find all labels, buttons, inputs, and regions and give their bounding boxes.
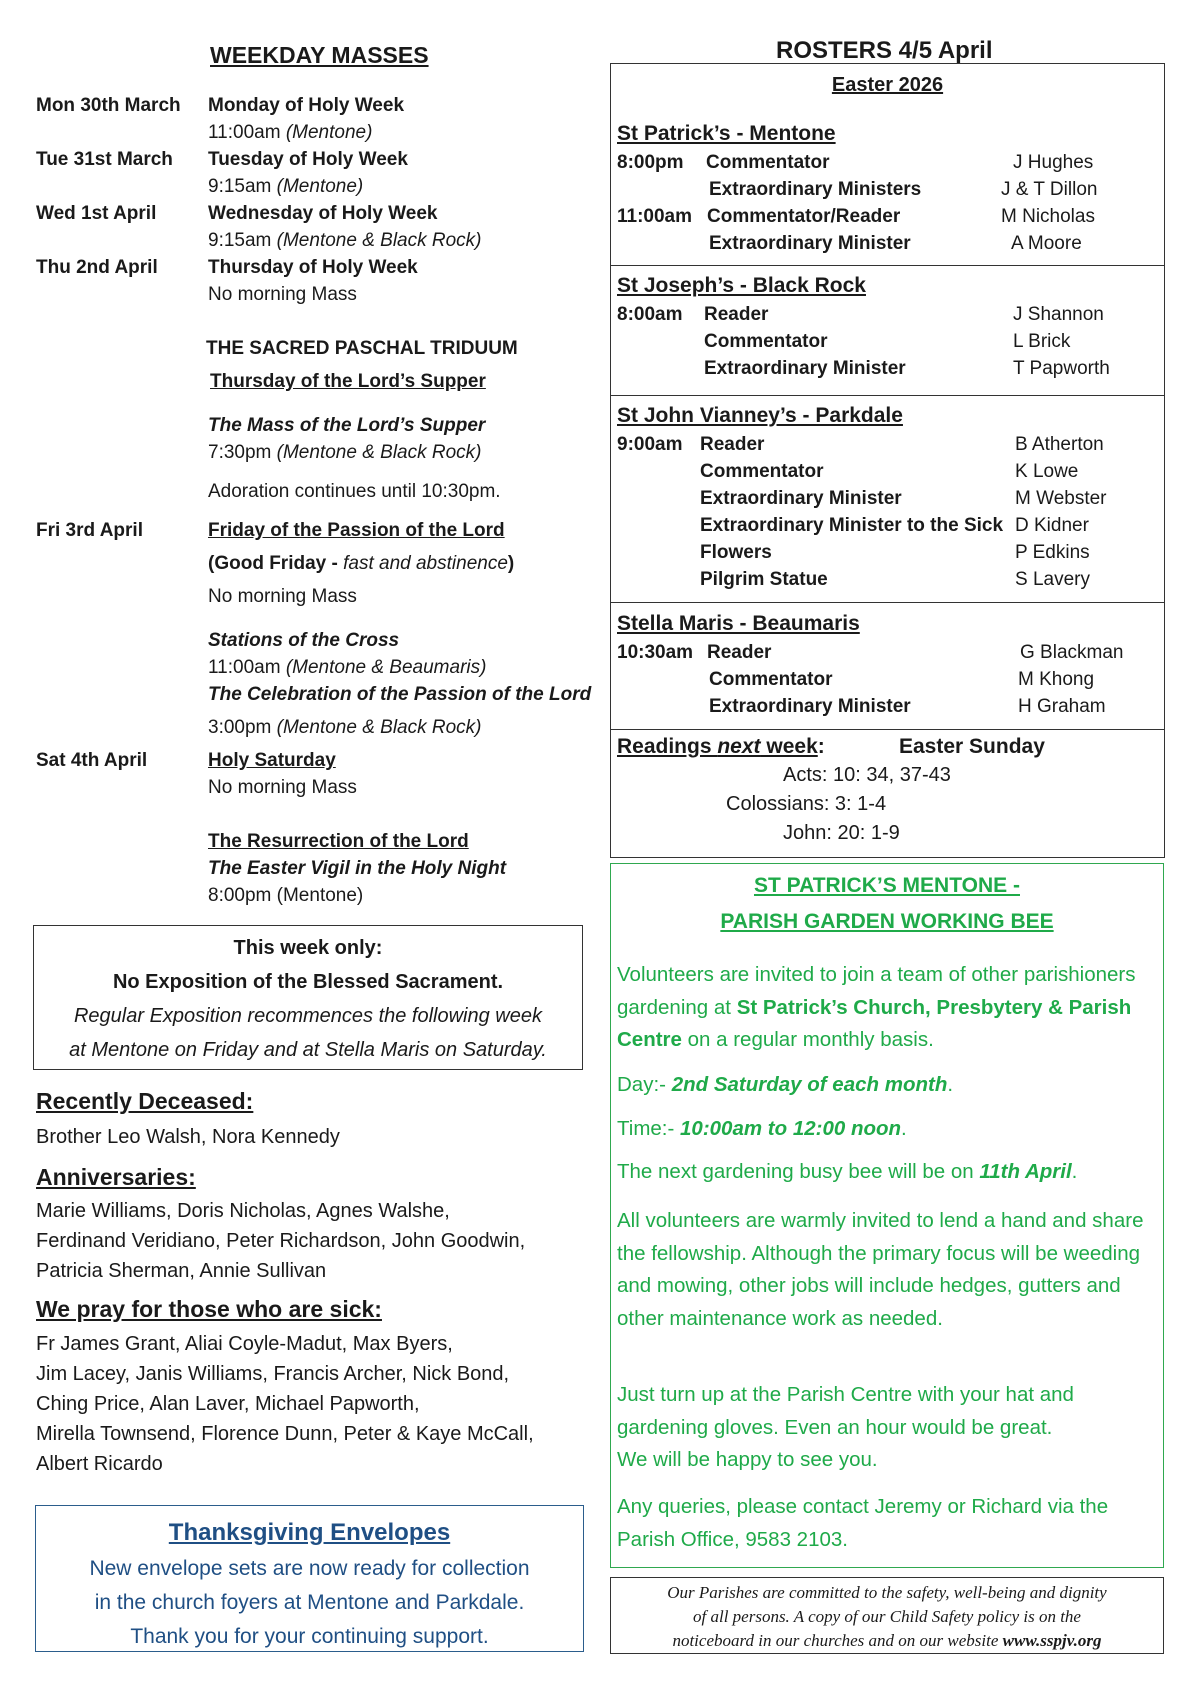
list-item: Patricia Sherman, Annie Sullivan <box>36 1260 327 1282</box>
roster-divider <box>611 265 1164 266</box>
roster-role: Extraordinary Minister to the Sick <box>700 515 1004 536</box>
notice-line: Regular Exposition recommences the following week <box>73 1005 542 1027</box>
resurrection-heading: The Resurrection of the Lord <box>208 831 469 852</box>
garden-happy: We will be happy to see you. <box>617 1448 878 1471</box>
roster-time: 8:00pm <box>617 152 684 173</box>
roster-name: S Lavery <box>1015 569 1090 590</box>
roster-name: L Brick <box>1013 331 1071 352</box>
roster-name: M Khong <box>1018 669 1095 690</box>
thursday-heading: Thursday of the Lord’s Supper <box>210 371 486 392</box>
notice-line: No Exposition of the Blessed Sacrament. <box>112 971 504 993</box>
list-item: Ching Price, Alan Laver, Michael Papworth, <box>36 1393 420 1415</box>
list-item: Mirella Townsend, Florence Dunn, Peter & Kaye McCall, <box>36 1423 534 1445</box>
roster-heading-st-patricks: St Patrick’s - Mentone <box>617 122 836 145</box>
rosters-title: ROSTERS 4/5 April <box>776 37 993 64</box>
mass-name: Tuesday of Holy Week <box>208 149 408 170</box>
reading-line: Colossians: 3: 1-4 <box>726 793 887 815</box>
notice-line: This week only: <box>233 937 383 959</box>
roster-name: D Kidner <box>1015 515 1089 536</box>
safety-line: noticeboard in our churches and on our website www.sspjv.org <box>672 1631 1102 1650</box>
roster-name: K Lowe <box>1015 461 1079 482</box>
garden-next: The next gardening busy bee will be on 11th April. <box>617 1160 1078 1183</box>
adoration-note: Adoration continues until 10:30pm. <box>208 481 501 502</box>
garden-turnup: Just turn up at the Parish Centre with your hat and gardening gloves. Even an hour would be great. <box>617 1383 1074 1439</box>
sick-title: We pray for those who are sick: <box>36 1296 382 1322</box>
celebration-time: 3:00pm (Mentone & Black Rock) <box>208 717 482 738</box>
day-label: Sat 4th April <box>36 750 148 771</box>
roster-name: H Graham <box>1018 696 1106 717</box>
garden-volunteers: All volunteers are warmly invited to lend a hand and share the fellowship. Although the primary focus will be weeding and mowing, other jobs will include hedges, gutters and other maintenance work as needed. <box>617 1209 1144 1330</box>
roster-time: 11:00am <box>617 206 693 227</box>
garden-intro: Volunteers are invited to join a team of other parishioners gardening at St Patrick’s Church, Presbytery & Parish Centre on a regular monthly basis. <box>617 963 1136 1051</box>
roster-role: Commentator <box>706 152 830 173</box>
roster-name: J Shannon <box>1013 304 1104 325</box>
roster-role: Extraordinary Minister <box>709 696 911 717</box>
roster-divider <box>611 729 1164 730</box>
roster-role: Reader <box>707 642 772 663</box>
thanksgiving-line: Thank you for your continuing support. <box>130 1625 489 1648</box>
website-link[interactable]: www.sspjv.org <box>1002 1631 1102 1650</box>
mass-name: Monday of Holy Week <box>208 95 405 116</box>
day-label: Tue 31st March <box>36 149 173 170</box>
roster-role: Flowers <box>700 542 772 563</box>
saturday-heading: Holy Saturday <box>208 750 336 771</box>
vigil-heading: The Easter Vigil in the Holy Night <box>208 858 507 879</box>
reading-line: Acts: 10: 34, 37-43 <box>783 764 951 786</box>
roster-name: J Hughes <box>1013 152 1094 173</box>
mass-note: No morning Mass <box>208 284 357 305</box>
mass-time: 11:00am (Mentone) <box>208 122 373 143</box>
garden-queries: Any queries, please contact Jeremy or Richard via the Parish Office, 9583 2103. <box>617 1495 1109 1551</box>
roster-name: J & T Dillon <box>1001 179 1098 200</box>
roster-divider <box>611 395 1164 396</box>
roster-name: M Webster <box>1015 488 1107 509</box>
deceased-title: Recently Deceased: <box>36 1088 254 1114</box>
roster-name: T Papworth <box>1013 358 1110 379</box>
day-label: Mon 30th March <box>36 95 181 116</box>
mass-time: 9:15am (Mentone) <box>208 176 364 197</box>
child-safety-notice <box>610 1577 1164 1654</box>
roster-name: B Atherton <box>1015 434 1104 455</box>
rosters-box <box>610 63 1165 858</box>
friday-note: No morning Mass <box>208 586 357 607</box>
roster-role: Extraordinary Minister <box>709 233 911 254</box>
mass-name: Wednesday of Holy Week <box>208 203 438 224</box>
garden-title: ST PATRICK’S MENTONE - <box>753 874 1020 897</box>
readings-sunday: Easter Sunday <box>899 735 1045 758</box>
stations-heading: Stations of the Cross <box>208 630 400 651</box>
mass-time: 9:15am (Mentone & Black Rock) <box>208 230 482 251</box>
list-item: Albert Ricardo <box>36 1453 163 1475</box>
sick-list <box>36 1329 596 1479</box>
mass-name: Thursday of Holy Week <box>208 257 418 278</box>
thanksgiving-title: Thanksgiving Envelopes <box>168 1519 451 1546</box>
list-item: Fr James Grant, Aliai Coyle-Madut, Max Byers, <box>36 1333 453 1355</box>
list-item: Marie Williams, Doris Nicholas, Agnes Walshe, <box>36 1200 450 1222</box>
thanksgiving-line: in the church foyers at Mentone and Parkdale. <box>94 1591 525 1614</box>
roster-time: 9:00am <box>617 434 683 455</box>
anniversaries-list <box>36 1196 596 1286</box>
roster-heading-st-john: St John Vianney’s - Parkdale <box>617 404 903 427</box>
rosters-subtitle: Easter 2026 <box>831 74 944 96</box>
roster-role: Commentator <box>704 331 828 352</box>
roster-role: Extraordinary Minister <box>704 358 906 379</box>
list-item: Jim Lacey, Janis Williams, Francis Archer, Nick Bond, <box>36 1363 510 1385</box>
roster-role: Commentator <box>709 669 833 690</box>
roster-time: 8:00am <box>617 304 683 325</box>
roster-name: P Edkins <box>1015 542 1090 563</box>
celebration-heading: The Celebration of the Passion of the Lord <box>208 684 592 705</box>
garden-working-bee-box <box>610 863 1164 1568</box>
roster-role: Reader <box>700 434 765 455</box>
deceased-names: Brother Leo Walsh, Nora Kennedy <box>36 1126 340 1148</box>
weekday-masses-title: WEEKDAY MASSES <box>210 42 429 68</box>
roster-heading-stella-maris: Stella Maris - Beaumaris <box>617 612 860 635</box>
roster-role: Reader <box>704 304 769 325</box>
roster-divider <box>611 602 1164 603</box>
garden-day: Day:- 2nd Saturday of each month. <box>617 1073 954 1096</box>
roster-name: A Moore <box>1011 233 1082 254</box>
reading-line: John: 20: 1-9 <box>783 822 900 844</box>
day-label: Thu 2nd April <box>36 257 158 278</box>
day-label: Fri 3rd April <box>36 520 143 541</box>
list-item: Ferdinand Veridiano, Peter Richardson, John Goodwin, <box>36 1230 526 1252</box>
safety-line: Our Parishes are committed to the safety, well-being and dignity <box>667 1583 1107 1602</box>
roster-name: G Blackman <box>1020 642 1124 663</box>
roster-role: Pilgrim Statue <box>700 569 828 590</box>
safety-line: of all persons. A copy of our Child Safety policy is on the <box>693 1607 1081 1626</box>
thanksgiving-box <box>35 1505 584 1652</box>
vigil-time: 8:00pm (Mentone) <box>208 885 364 906</box>
roster-heading-st-josephs: St Joseph’s - Black Rock <box>617 274 866 297</box>
roster-role: Extraordinary Ministers <box>709 179 922 200</box>
anniversaries-title: Anniversaries: <box>36 1164 196 1190</box>
readings-label: Readings next week: <box>617 735 825 758</box>
exposition-notice <box>33 925 583 1070</box>
stations-time: 11:00am (Mentone & Beaumaris) <box>208 657 487 678</box>
triduum-title: THE SACRED PASCHAL TRIDUUM <box>206 338 518 359</box>
roster-name: M Nicholas <box>1001 206 1095 227</box>
lords-supper-time: 7:30pm (Mentone & Black Rock) <box>208 442 482 463</box>
roster-role: Extraordinary Minister <box>700 488 902 509</box>
lords-supper-mass: The Mass of the Lord’s Supper <box>208 415 486 436</box>
garden-time: Time:- 10:00am to 12:00 noon. <box>617 1117 907 1140</box>
notice-line: at Mentone on Friday and at Stella Maris on Saturday. <box>69 1039 547 1061</box>
saturday-note: No morning Mass <box>208 777 357 798</box>
garden-subtitle: PARISH GARDEN WORKING BEE <box>720 910 1054 933</box>
roster-role: Commentator/Reader <box>707 206 901 227</box>
roster-role: Commentator <box>700 461 824 482</box>
roster-time: 10:30am <box>617 642 694 663</box>
day-label: Wed 1st April <box>36 203 157 224</box>
thanksgiving-line: New envelope sets are now ready for collection <box>89 1557 530 1580</box>
good-friday-note: (Good Friday - fast and abstinence) <box>208 553 515 574</box>
friday-heading: Friday of the Passion of the Lord <box>208 520 505 541</box>
